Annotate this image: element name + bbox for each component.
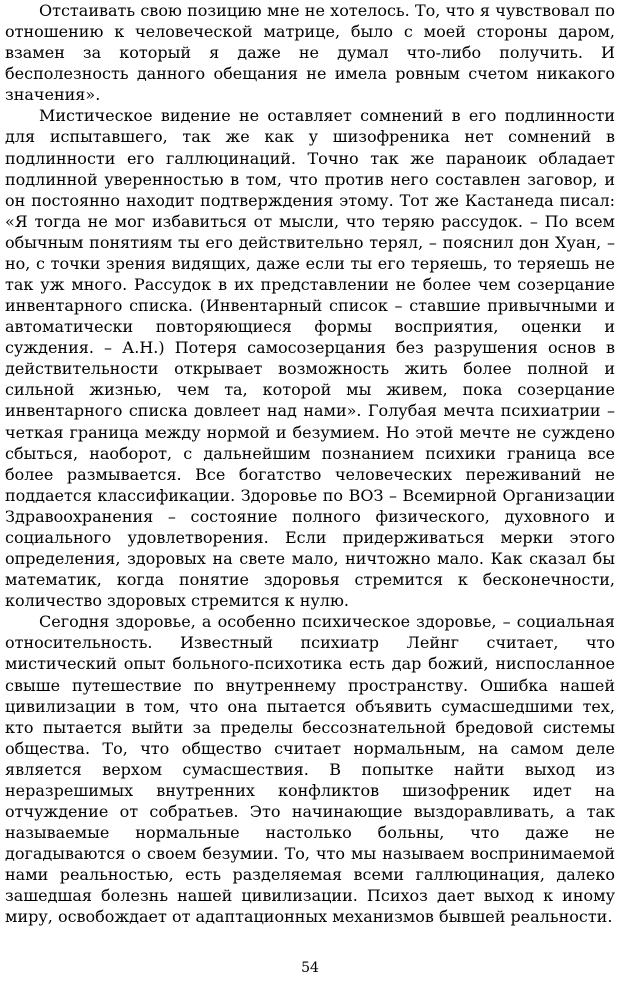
body-text <box>5 0 615 927</box>
paragraph: Отстаивать свою позицию мне не хотелось. То, что я чувствовал по отношению к человеческой матрице, было с моей стороны даром, взамен за который я даже не думал что-либо получить. И бесполезность данного обещания не имела ровным счетом никакого значения». <box>5 1 615 105</box>
page-number: 54 <box>301 960 319 976</box>
paragraph: Сегодня здоровье, а особенно психическое здоровье, – социальная относительность. Известный психиатр Лейнг считает, что мистический опыт больного-психотика есть дар божий, ниспосланное свыше путешествие по внутреннему пространству. Ошибка нашей цивилизации в том, что она пытается объявить сумасшедшими тех, кто пытается выйти за пределы бессознательной бредовой системы общества. То, что общество считает нормальным, на самом деле является верхом сумасшествия. В попытке найти выход из неразрешимых внутренних конфликтов шизофреник идет на отчуждение от собратьев. Это начинающие выздоравливать, а так называемые нормальные настолько больны, что даже не догадываются о своем безумии. То, что мы называем воспринимаемой нами реальностью, есть разделяемая всеми галлюцинация, далеко зашедшая болезнь нашей цивилизации. Психоз дает выход к иному миру, освобождает от адаптационных механизмов бывшей реальности. <box>5 612 615 927</box>
paragraph: Мистическое видение не оставляет сомнений в его подлинности для испытавшего, так же как у шизофреника нет сомнений в подлинности его галлюцинаций. Точно так же параноик обладает подлинной уверенностью в том, что против него составлен заговор, и он постоянно находит подтверждения этому. Тот же Кастанеда писал: «Я тогда не мог избавиться от мысли, что теряю рассудок. – По всем обычным понятиям ты его действительно терял, – пояснил дон Хуан, – но, с точки зрения видящих, даже если ты его теряешь, то теряешь не так уж много. Рассудок в их представлении не более чем созерцание инвентарного списка. (Инвентарный список – ставшие привычными и автоматически повторяющиеся формы восприятия, оценки и суждения. – А.Н.) Потеря самосозерцания без разрушения основ в действительности открывает возможность жить более полной и сильной жизнью, чем та, которой мы живем, пока созерцание инвентарного списка довлеет над нами». Голубая мечта психиатрии – четкая граница между нормой и безумием. Но этой мечте не суждено сбыться, наоборот, с дальнейшим познанием психики граница все более размывается. Все богатство человеческих переживаний не поддается классификации. Здоровье по ВОЗ – Всемирной Организации Здравоохранения – состояние полного физического, духовного и социального удовлетворения. Если придерживаться мерки этого определения, здоровых на свете мало, ничтожно мало. Как сказал бы математик, когда понятие здоровья стремится к бесконечности, количество здоровых стремится к нулю. <box>5 106 615 611</box>
